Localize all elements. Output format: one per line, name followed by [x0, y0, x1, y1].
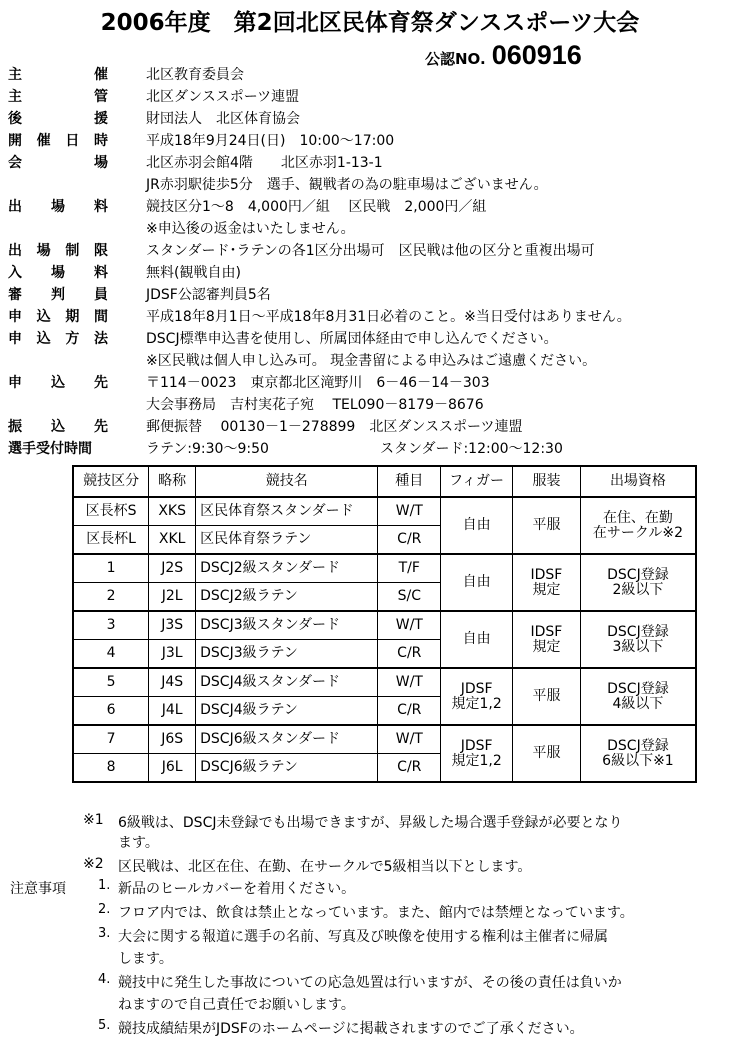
- table-header-row: [73, 466, 696, 497]
- info-label-char: 主: [8, 67, 22, 83]
- info-label: [8, 416, 108, 436]
- info-label-char: 期: [65, 309, 80, 325]
- footnote-mark: ※2: [83, 856, 104, 872]
- info-label: [8, 152, 108, 172]
- notice-number: 5.: [98, 1018, 111, 1033]
- header-event: 種目: [378, 466, 441, 497]
- info-label-char: 料: [94, 265, 108, 281]
- dress-cell-line: IDSF: [530, 566, 563, 583]
- abbr-cell: J3L: [149, 640, 196, 669]
- name-cell: 区民体育祭ラテン: [196, 526, 378, 555]
- cert-label: 公認NO.: [425, 50, 486, 68]
- info-value: スタンダード･ラテンの各1区分出場可 区民戦は他の区分と重複出場可: [146, 243, 595, 259]
- abbr-cell: J3S: [149, 611, 196, 640]
- division-cell: 5: [73, 668, 149, 697]
- figure-cell-line: 規定1,2: [451, 752, 502, 769]
- notice-number: 2.: [98, 902, 111, 917]
- info-label-char: 振: [8, 419, 22, 435]
- dress-cell: [513, 554, 581, 611]
- abbr-cell: J4S: [149, 668, 196, 697]
- cert-number: 060916: [491, 40, 582, 70]
- dress-cell-line: 規定: [532, 638, 561, 655]
- info-label-char: 援: [94, 111, 108, 127]
- event-cell: T/F: [378, 554, 441, 583]
- event-cell: W/T: [378, 497, 441, 526]
- notices-label: 注意事項: [10, 881, 66, 897]
- event-cell: C/R: [378, 640, 441, 669]
- division-cell: 7: [73, 725, 149, 754]
- info-label-char: 審: [8, 287, 22, 303]
- division-cell: 区長杯L: [73, 526, 149, 555]
- figure-cell: [441, 497, 513, 554]
- name-cell: DSCJ3級ラテン: [196, 640, 378, 669]
- abbr-cell: XKL: [149, 526, 196, 555]
- info-label: [8, 372, 108, 392]
- name-cell: 区民体育祭スタンダード: [196, 497, 378, 526]
- info-value: ※申込後の返金はいたしません。: [146, 221, 355, 237]
- info-label: [8, 438, 108, 458]
- info-row: [0, 108, 740, 130]
- header-figure: フィガー: [441, 466, 513, 497]
- event-cell: W/T: [378, 668, 441, 697]
- division-cell: 2: [73, 583, 149, 612]
- abbr-cell: XKS: [149, 497, 196, 526]
- header-division: 競技区分: [73, 466, 149, 497]
- info-label-char: 間: [93, 309, 108, 325]
- figure-cell-line: JDSF: [460, 680, 493, 697]
- competition-table: [72, 465, 697, 783]
- info-label-char: 会: [8, 155, 22, 171]
- info-label-char: 員: [94, 287, 108, 303]
- dress-cell: [513, 611, 581, 668]
- event-cell: W/T: [378, 611, 441, 640]
- name-cell: DSCJ4級ラテン: [196, 697, 378, 726]
- abbr-cell: J2S: [149, 554, 196, 583]
- qualification-cell-line: DSCJ登録: [607, 680, 669, 697]
- notice-text: フロア内では、飲食は禁止となっています。また、館内では禁煙となっています。: [118, 905, 634, 921]
- notice-text: 競技中に発生した事故についての応急処置は行いますが、その後の責任は負いか: [118, 975, 622, 991]
- info-label-char: 時: [93, 133, 108, 149]
- qualification-cell: [580, 725, 696, 782]
- info-label-char: 込: [36, 331, 51, 347]
- info-label-char: 出: [8, 199, 22, 215]
- info-label-char: 申: [8, 375, 22, 391]
- info-label-char: 後: [8, 111, 22, 127]
- info-label: [8, 240, 108, 260]
- info-value: 競技区分1～8 4,000円／組 区民戦 2,000円／組: [146, 199, 487, 215]
- division-cell: 1: [73, 554, 149, 583]
- abbr-cell: J4L: [149, 697, 196, 726]
- info-value: 平成18年9月24日(日) 10:00～17:00: [146, 133, 395, 149]
- info-value: 平成18年8月1日～平成18年8月31日必着のこと。※当日受付はありません。: [146, 309, 631, 325]
- info-label: [8, 262, 108, 282]
- info-label-char: 判: [51, 287, 65, 303]
- abbr-cell: J2L: [149, 583, 196, 612]
- info-row: [0, 328, 740, 350]
- info-label: [8, 64, 108, 84]
- info-value: 大会事務局 吉村実花子宛 TEL090－8179－8676: [146, 397, 484, 413]
- info-row: [0, 284, 740, 306]
- info-label-char: 管: [94, 89, 108, 105]
- info-value: JR赤羽駅徒歩5分 選手、観戦者の為の駐車場はございません。: [146, 177, 548, 193]
- info-label: [8, 108, 108, 128]
- info-label: [8, 86, 108, 106]
- header-name: 競技名: [196, 466, 378, 497]
- info-label: [8, 306, 108, 326]
- info-row: [0, 372, 740, 394]
- info-row: [0, 196, 740, 218]
- info-label-char: 込: [51, 419, 65, 435]
- info-label-char: 申: [8, 309, 22, 325]
- dress-cell-line: 平服: [532, 745, 561, 761]
- notice-number: 1.: [98, 878, 111, 893]
- figure-cell-line: 自由: [462, 631, 491, 647]
- info-label-char: 場: [36, 243, 51, 259]
- notice-text: 大会に関する報道に選手の名前、写真及び映像を使用する権利は主催者に帰属: [118, 929, 608, 945]
- event-cell: C/R: [378, 526, 441, 555]
- info-label-char: 法: [93, 331, 108, 347]
- info-label: [8, 328, 108, 348]
- info-label-char: 場: [51, 199, 65, 215]
- qualification-cell-line: 2級以下: [612, 581, 664, 598]
- figure-cell-line: JDSF: [460, 737, 493, 754]
- info-value: 無料(観戦自由): [146, 265, 241, 281]
- event-cell: S/C: [378, 583, 441, 612]
- info-value: 北区赤羽会館4階 北区赤羽1-13-1: [146, 155, 383, 171]
- notice-text: ねますので自己責任でお願いします。: [118, 997, 355, 1013]
- name-cell: DSCJ3級スタンダード: [196, 611, 378, 640]
- table-row: [73, 497, 696, 526]
- figure-cell: [441, 554, 513, 611]
- figure-cell-line: 自由: [462, 574, 491, 590]
- footnote-text: 6級戦は、DSCJ未登録でも出場できますが、昇級した場合選手登録が必要となり: [118, 815, 623, 831]
- info-label-char: 込: [51, 375, 65, 391]
- qualification-cell-line: 在サークル※2: [592, 524, 684, 541]
- info-label-char: 主: [8, 89, 22, 105]
- name-cell: DSCJ2級スタンダード: [196, 554, 378, 583]
- division-cell: 8: [73, 754, 149, 783]
- info-label-char: 入: [8, 265, 22, 281]
- footnote-mark: ※1: [83, 812, 104, 828]
- info-row: [0, 438, 740, 460]
- info-label-char: 込: [36, 309, 51, 325]
- info-value: 郵便振替 00130－1－278899 北区ダンススポーツ連盟: [146, 419, 523, 435]
- header-dress: 服装: [513, 466, 581, 497]
- info-label-char: 料: [94, 199, 108, 215]
- info-row: [0, 218, 740, 240]
- qualification-cell-line: 4級以下: [612, 695, 664, 712]
- info-label-char: 先: [94, 419, 108, 435]
- info-row: [0, 130, 740, 152]
- info-label-char: 催: [36, 133, 51, 149]
- table-row: [73, 554, 696, 583]
- info-value: DSCJ標準申込書を使用し、所属団体経由で申し込んでください。: [146, 331, 558, 347]
- info-label-char: 日: [65, 133, 80, 149]
- qualification-cell: [580, 668, 696, 725]
- notice-number: 4.: [98, 972, 111, 987]
- figure-cell-line: 自由: [462, 517, 491, 533]
- info-row: [0, 152, 740, 174]
- qualification-cell: [580, 611, 696, 668]
- info-value: ※区民戦は個人申し込み可。 現金書留による申込みはご遠慮ください。: [146, 353, 597, 369]
- info-row: [0, 306, 740, 328]
- name-cell: DSCJ6級スタンダード: [196, 725, 378, 754]
- info-row: [0, 394, 740, 416]
- info-row: [0, 64, 740, 86]
- figure-cell: [441, 668, 513, 725]
- dress-cell-line: 平服: [532, 517, 561, 533]
- info-value: 〒114－0023 東京都北区滝野川 6－46－14－303: [146, 375, 490, 391]
- qualification-cell-line: DSCJ登録: [607, 623, 669, 640]
- info-row: [0, 416, 740, 438]
- footnote-text: 区民戦は、北区在住、在勤、在サークルで5級相当以下とします。: [118, 859, 532, 875]
- name-cell: DSCJ6級ラテン: [196, 754, 378, 783]
- info-label-char: 方: [65, 331, 80, 347]
- figure-cell: [441, 611, 513, 668]
- table-row: [73, 725, 696, 754]
- info-label-char: 選手受付時間: [8, 441, 92, 457]
- info-label: [8, 130, 108, 150]
- event-cell: C/R: [378, 697, 441, 726]
- qualification-cell: [580, 554, 696, 611]
- table-row: [73, 611, 696, 640]
- qualification-cell-line: 3級以下: [612, 638, 664, 655]
- info-label-char: 申: [8, 331, 22, 347]
- info-value: 北区ダンススポーツ連盟: [146, 89, 300, 105]
- event-cell: W/T: [378, 725, 441, 754]
- info-label-char: 限: [93, 243, 108, 259]
- figure-cell-line: 規定1,2: [451, 695, 502, 712]
- dress-cell: [513, 725, 581, 782]
- event-cell: C/R: [378, 754, 441, 783]
- notice-text: します。: [118, 951, 173, 967]
- qualification-cell-line: DSCJ登録: [607, 737, 669, 754]
- dress-cell: [513, 668, 581, 725]
- notice-text: 競技成績結果がJDSFのホームページに掲載されますのでご了承ください。: [118, 1021, 584, 1037]
- qualification-cell-line: 6級以下※1: [602, 752, 674, 769]
- division-cell: 6: [73, 697, 149, 726]
- dress-cell-line: 平服: [532, 688, 561, 704]
- table-row: [73, 668, 696, 697]
- info-value: ラテン:9:30～9:50: [146, 441, 269, 457]
- abbr-cell: J6L: [149, 754, 196, 783]
- notice-text: 新品のヒールカバーを着用ください。: [118, 881, 356, 897]
- info-label-char: 開: [8, 133, 22, 149]
- header-abbr: 略称: [149, 466, 196, 497]
- info-label-char: 制: [65, 243, 80, 259]
- info-value: 財団法人 北区体育協会: [146, 111, 300, 127]
- info-label-char: 場: [94, 155, 108, 171]
- header-qualification: 出場資格: [580, 466, 696, 497]
- qualification-cell-line: 在住、在勤: [602, 509, 673, 526]
- info-row: [0, 86, 740, 108]
- info-row: [0, 350, 740, 372]
- qualification-cell: [580, 497, 696, 554]
- info-value-secondary: スタンダード:12:00～12:30: [380, 441, 563, 457]
- name-cell: DSCJ2級ラテン: [196, 583, 378, 612]
- info-value: JDSF公認審判員5名: [146, 287, 271, 303]
- info-label-char: 先: [94, 375, 108, 391]
- figure-cell: [441, 725, 513, 782]
- info-row: [0, 262, 740, 284]
- notice-number: 3.: [98, 926, 111, 941]
- dress-cell-line: IDSF: [530, 623, 563, 640]
- info-label: [8, 284, 108, 304]
- division-cell: 4: [73, 640, 149, 669]
- footnote-text: ます。: [118, 835, 159, 851]
- document-title: 2006年度 第2回北区民体育祭ダンススポーツ大会: [100, 10, 640, 36]
- info-row: [0, 240, 740, 262]
- division-cell: 区長杯S: [73, 497, 149, 526]
- info-row: [0, 174, 740, 196]
- info-label-char: 出: [8, 243, 22, 259]
- abbr-cell: J6S: [149, 725, 196, 754]
- division-cell: 3: [73, 611, 149, 640]
- info-value: 北区教育委員会: [146, 67, 244, 83]
- info-label-char: 催: [94, 67, 108, 83]
- info-label: [8, 196, 108, 216]
- name-cell: DSCJ4級スタンダード: [196, 668, 378, 697]
- dress-cell-line: 規定: [532, 581, 561, 598]
- info-label-char: 場: [51, 265, 65, 281]
- dress-cell: [513, 497, 581, 554]
- qualification-cell-line: DSCJ登録: [607, 566, 669, 583]
